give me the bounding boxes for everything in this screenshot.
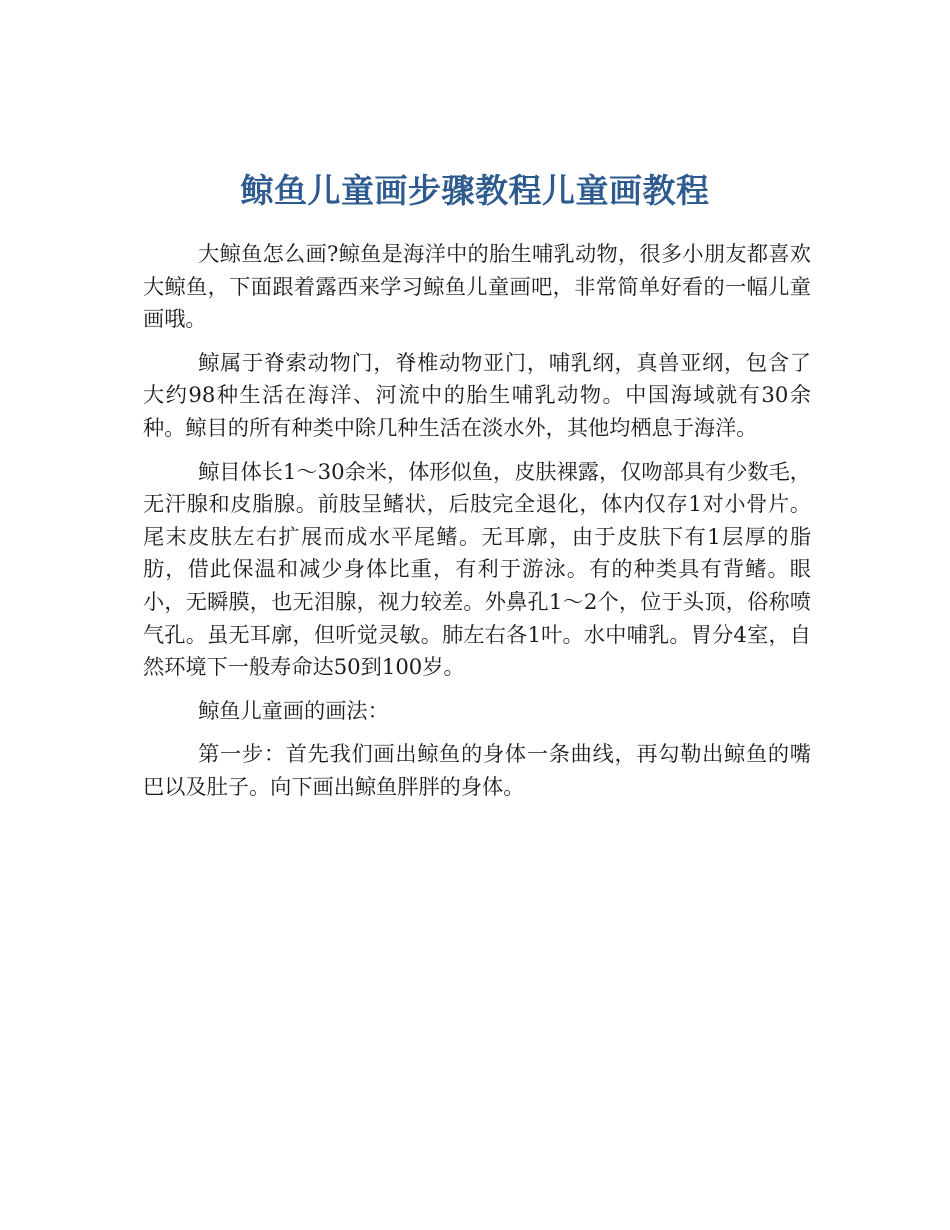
paragraph-step-one: 第一步：首先我们画出鲸鱼的身体一条曲线，再勾勒出鲸鱼的嘴巴以及肚子。向下画出鲸鱼胖胖的身体。 [143, 741, 811, 799]
paragraph-intro: 大鲸鱼怎么画?鲸鱼是海洋中的胎生哺乳动物，很多小朋友都喜欢大鲸鱼，下面跟着露西来学习鲸鱼儿童画吧，非常简单好看的一幅儿童画哦。 [143, 241, 811, 332]
document-body [143, 238, 811, 815]
paragraph-classification: 鲸属于脊索动物门，脊椎动物亚门，哺乳纲，真兽亚纲，包含了大约98种生活在海洋、河流中的胎生哺乳动物。中国海域就有30余种。鲸目的所有种类中除几种生活在淡水外，其他均栖息于海洋。 [143, 349, 811, 440]
paragraph-method-heading: 鲸鱼儿童画的画法： [198, 697, 389, 723]
paragraph-description: 鲸目体长1～30余米，体形似鱼，皮肤裸露，仅吻部具有少数毛，无汗腺和皮脂腺。前肢呈鳍状，后肢完全退化，体内仅存1对小骨片。尾末皮肤左右扩展而成水平尾鳍。无耳廓，由于皮肤下有1层厚的脂肪，借此保温和减少身体比重，有利于游泳。有的种类具有背鳍。眼小，无瞬膜，也无泪腺，视力较差。外鼻孔1～2个，位于头顶，俗称喷气孔。虽无耳廓，但听觉灵敏。肺左右各1叶。水中哺乳。胃分4室，自然环境下一般寿命达50到100岁。 [143, 458, 811, 680]
document-title: 鲸鱼儿童画步骤教程儿童画教程 [240, 171, 710, 211]
